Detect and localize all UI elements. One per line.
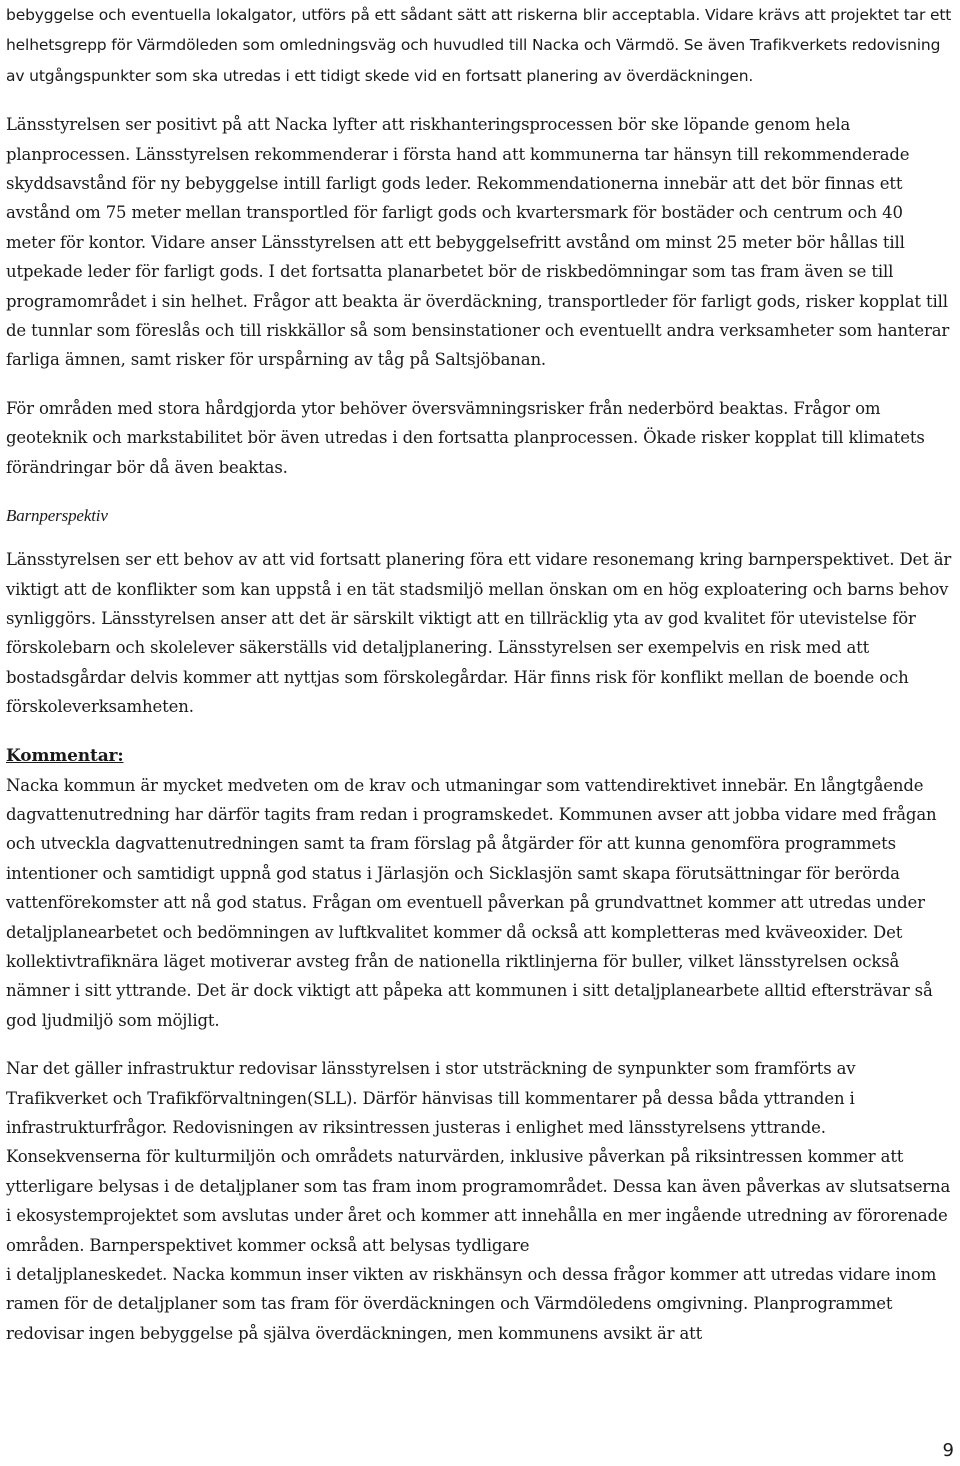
page-number: 9 xyxy=(942,1440,954,1461)
section-heading-barnperspektiv: Barnperspektiv xyxy=(6,506,108,526)
paragraph-risk-intro xyxy=(6,0,956,91)
text-run-sans: bebyggelse och eventuella lokalgator, utförs på ett sådant sätt att riskerna blir acceptabla. Vidare krävs att projektet tar ett helhetsgrepp för Värmdöleden som omledningsväg och huvudled till Nacka och Värmdö. Se även Trafikverkets redovisning av utgångspunkter som ska utredas i ett tidigt skede vid en fortsatt planering av överdäckningen. xyxy=(6,6,952,85)
document-page xyxy=(6,0,956,1348)
paragraph-flooding: För områden med stora hårdgjorda ytor behöver översvämningsrisker från nederbörd beaktas. Frågor om geoteknik och markstabilitet bör även utredas i den fortsatta planprocessen. Ökade risker kopplat till klimatets förändringar bör då även beaktas. xyxy=(6,398,925,477)
paragraph-risk-management: Länsstyrelsen ser positivt på att Nacka lyfter att riskhanteringsprocessen bör ske löpande genom hela planprocessen. Länsstyrelsen rekommenderar i första hand att kommunerna tar hänsyn till rekommenderade skyddsavstånd för ny bebyggelse intill farligt gods leder. Rekommendationerna innebär att det bör finnas ett avstånd om 75 meter mellan transportled för farligt gods och kvartersmark för bostäder och centrum och 40 meter för kontor. Vidare anser Länsstyrelsen att ett bebyggelsefritt avstånd om minst 25 meter bör hållas till utpekade leder för farligt gods. I det fortsatta planarbetet bör de riskbedömningar som tas fram även se till programområdet i sin helhet. Frågor att beakta är överdäckning, transportleder för farligt gods, risker kopplat till de tunnlar som föreslås och till riskkällor så som bensinstationer och eventuellt andra verksamheter som hanterar farliga ämnen, samt risker för urspårning av tåg på Saltsjöbanan. xyxy=(6,115,950,370)
paragraph-child-perspective: Länsstyrelsen ser ett behov av att vid fortsatt planering föra ett vidare resonemang kring barnperspektivet. Det är viktigt att de konflikter som kan uppstå i en tät stadsmiljö mellan önskan om en hög exploatering och barns behov synliggörs. Länsstyrelsen anser att det är särskilt viktigt att en tillräcklig yta av god kvalitet för utevistelse för förskolebarn och skolelever säkerställs vid detaljplanering. Länsstyrelsen ser exempelvis en risk med att bostadsgårdar delvis kommer att nyttjas som förskolegårdar. Här finns risk för konflikt mellan de boende och förskoleverksamheten. xyxy=(6,550,952,717)
paragraph-comment-infrastructure-part2: i detaljplaneskedet. Nacka kommun inser vikten av riskhänsyn och dessa frågor kommer att utredas vidare inom ramen för de detaljplaner som tas fram för överdäckningen och Värmdöledens omgivning. Planprogrammet redovisar ingen bebyggelse på själva överdäckningen, men kommunens avsikt är att xyxy=(6,1265,937,1343)
section-heading-kommentar: Kommentar: xyxy=(6,745,124,766)
paragraph-comment-infrastructure-part1: Nar det gäller infrastruktur redovisar länsstyrelsen i stor utsträckning de synpunkter som framförts av Trafikverket och Trafikförvaltningen(SLL). Därför hänvisas till kommentarer på dessa båda yttranden i infrastrukturfrågor. Redovisningen av riksintressen justeras i enlighet med länsstyrelsens yttrande. Konsekvenserna för kulturmiljön och områdets naturvärden, inklusive påverkan på riksintressen kommer att ytterligare belysas i de detaljplaner som tas fram inom programområdet. Dessa kan även påverkas av slutsatserna i ekosystemprojektet som avslutas under året och kommer att innehålla en mer ingående utredning av förorenade områden. Barnperspektivet kommer också att belysas tydligare xyxy=(6,1059,951,1255)
paragraph-comment-infrastructure xyxy=(6,1054,956,1348)
paragraph-comment-water: Nacka kommun är mycket medveten om de krav och utmaningar som vattendirektivet innebär. En långtgående dagvattenutredning har därför tagits fram redan i programskedet. Kommunen avser att jobba vidare med frågan och utveckla dagvattenutredningen samt ta fram förslag på åtgärder för att kunna genomföra programmets intentioner och samtidigt uppnå god status i Järlasjön och Sicklasjön samt skapa förutsättningar för berörda vattenförekomster att nå god status. Frågan om eventuell påverkan på grundvattnet kommer att utredas under detaljplanearbetet och bedömningen av luftkvalitet kommer då också att kompletteras med kväveoxider. Det kollektivtrafiknära läget motiverar avsteg från de nationella riktlinjerna för buller, vilket länsstyrelsen också nämner i sitt yttrande. Det är dock viktigt att påpeka att kommunen i sitt detaljplanearbete alltid eftersträvar så god ljudmiljö som möjligt. xyxy=(6,775,937,1030)
